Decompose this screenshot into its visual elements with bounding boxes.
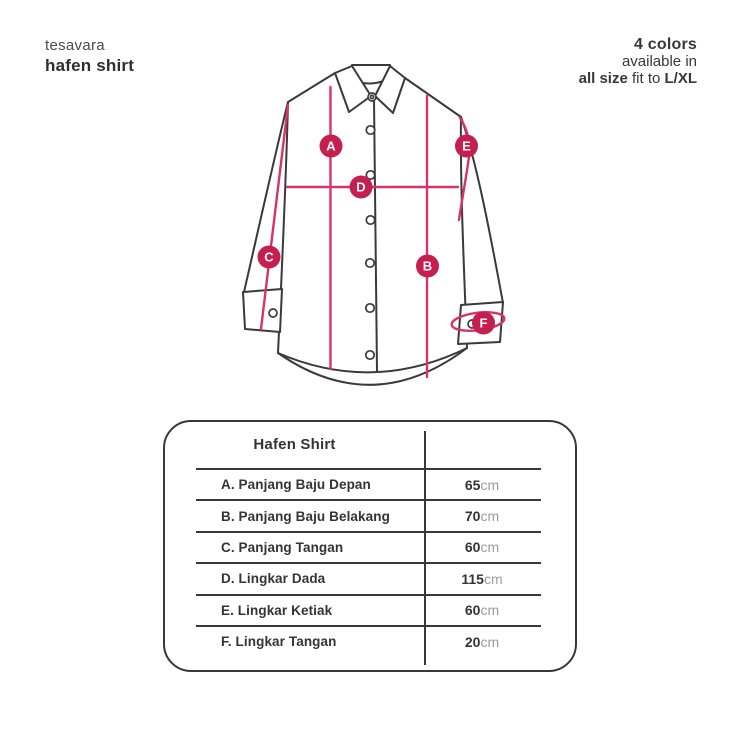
collar-button <box>368 93 376 101</box>
shirt-buttons <box>269 93 476 359</box>
table-row <box>196 625 541 656</box>
size-table-title: Hafen Shirt <box>253 436 336 453</box>
measure-label: F. Lingkar Tangan <box>221 634 337 650</box>
marker-b-label: B <box>422 258 433 274</box>
size-fit-bold: all size <box>578 70 628 87</box>
marker-d-label: D <box>356 179 366 195</box>
placket-button <box>366 126 374 134</box>
measure-label: B. Panjang Baju Belakang <box>221 508 390 524</box>
placket-button <box>366 259 374 267</box>
product-name: hafen shirt <box>45 56 135 75</box>
brand-name: tesavara <box>45 37 105 54</box>
measure-label: D. Lingkar Dada <box>221 571 326 587</box>
marker-c-label: C <box>264 249 274 265</box>
size-table-panel <box>163 420 577 672</box>
marker-e-label: E <box>462 138 471 154</box>
size-fit-regular: fit to <box>627 70 665 87</box>
measure-value: 70cm <box>464 508 500 525</box>
measure-value: 115cm <box>461 570 503 587</box>
table-row <box>196 594 541 625</box>
size-fit-suffix: L/XL <box>664 70 697 87</box>
cuff-button-left <box>269 309 277 317</box>
measure-value: 65cm <box>464 476 500 493</box>
table-row <box>196 562 541 593</box>
marker-f-label: F <box>479 315 488 331</box>
measure-value: 60cm <box>464 602 500 619</box>
placket-button <box>366 351 374 359</box>
colors-count: 4 colors <box>634 36 697 53</box>
shirt-outline <box>243 65 503 385</box>
table-row <box>196 531 541 562</box>
measure-value: 20cm <box>464 633 500 650</box>
measure-label: E. Lingkar Ketiak <box>221 602 333 618</box>
marker-a-label: A <box>326 138 336 154</box>
placket-button <box>366 216 374 224</box>
measure-value: 60cm <box>464 539 500 556</box>
table-row <box>196 468 541 499</box>
placket-button <box>366 304 374 312</box>
measure-label: C. Panjang Tangan <box>221 539 344 555</box>
available-in-label: available in <box>621 53 697 70</box>
table-row <box>196 499 541 530</box>
size-table-rows <box>196 468 541 656</box>
measure-label: A. Panjang Baju Depan <box>221 477 371 493</box>
